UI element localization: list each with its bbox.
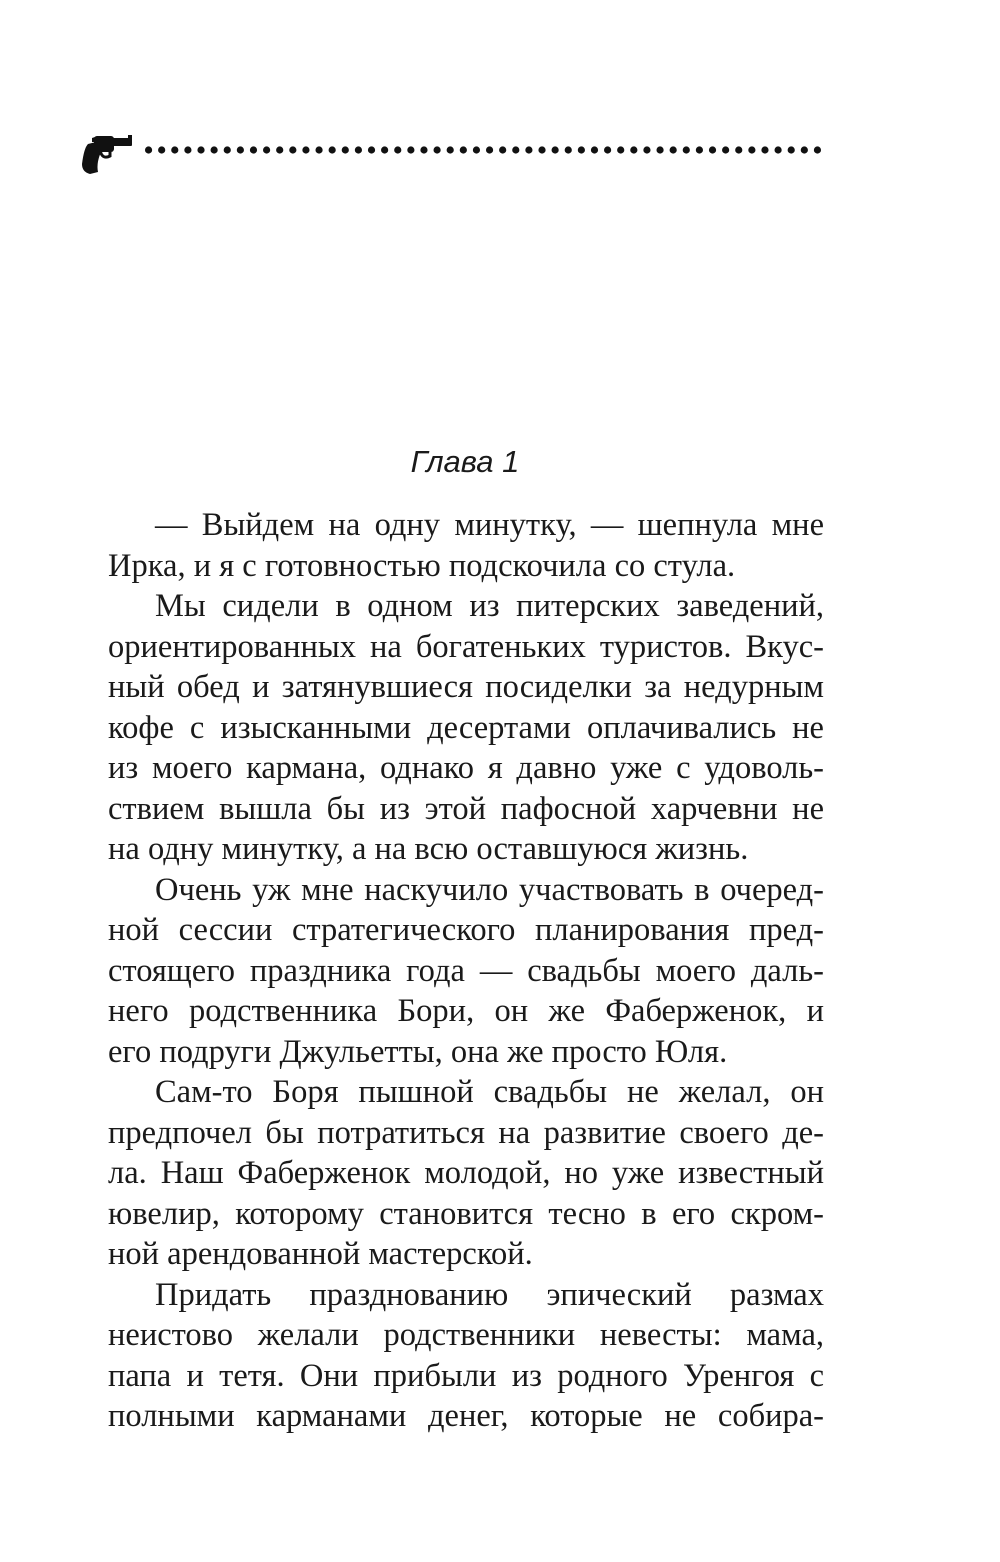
rule-dot	[538, 146, 545, 153]
text-line: него родственника Бори, он же Фаберженок, и	[108, 993, 824, 1029]
rule-dot	[788, 146, 795, 153]
text-line: Придать празднованию эпический размах	[155, 1276, 824, 1313]
text-line: полными карманами денег, которые не собира-	[108, 1398, 824, 1434]
rule-dot	[775, 146, 782, 153]
chapter-title: Глава 1	[410, 444, 520, 479]
text-line: ствием вышла бы из этой пафосной харчевни не	[108, 790, 824, 827]
text-line: предпочел бы потратиться на развитие своего де-	[108, 1114, 824, 1151]
revolver-icon	[78, 134, 136, 178]
rule-dot	[761, 146, 768, 153]
text-line: Ирка, и я с готовностью подскочила со стула.	[108, 547, 736, 584]
text-line: ла. Наш Фаберженок молодой, но уже известный	[108, 1155, 824, 1191]
text-line: папа и тетя. Они прибыли из родного Уренгоя с	[108, 1357, 824, 1394]
rule-dot	[656, 146, 663, 153]
text-line: ной арендованной мастерской.	[108, 1236, 533, 1272]
rule-dot	[447, 146, 454, 153]
rule-dot	[197, 146, 204, 153]
rule-dot	[578, 146, 585, 153]
rule-dot	[552, 146, 559, 153]
rule-dot	[211, 146, 218, 153]
rule-dot	[342, 146, 349, 153]
rule-dot	[696, 146, 703, 153]
rule-dot	[289, 146, 296, 153]
rule-dot	[315, 146, 322, 153]
rule-dot	[604, 146, 611, 153]
rule-dot	[670, 146, 677, 153]
rule-dot	[617, 146, 624, 153]
text-line: неистово желали родственники невесты: мама,	[108, 1317, 824, 1353]
paragraph	[108, 870, 824, 1073]
rule-dot	[276, 146, 283, 153]
paragraph	[108, 1072, 824, 1275]
text-line: из моего кармана, однако я давно уже с удоволь-	[108, 750, 824, 786]
paragraph	[108, 1275, 824, 1437]
rule-dot	[420, 146, 427, 153]
rule-dot	[643, 146, 650, 153]
rule-dot	[735, 146, 742, 153]
text-line: ной сессии стратегического планирования пред-	[108, 912, 824, 948]
rule-dot	[171, 146, 178, 153]
rule-dot	[250, 146, 257, 153]
text-line: его подруги Джульетты, она же просто Юля.	[108, 1033, 728, 1070]
rule-dot	[460, 146, 467, 153]
rule-dot	[748, 146, 755, 153]
text-line: кофе с изысканными десертами оплачивались не	[108, 709, 824, 746]
rule-dot	[407, 146, 414, 153]
chapter-body	[108, 505, 824, 1437]
rule-dot	[591, 146, 598, 153]
chapter-header-ornament	[78, 126, 830, 182]
rule-dot	[630, 146, 637, 153]
rule-dot	[722, 146, 729, 153]
rule-dot	[237, 146, 244, 153]
rule-dot	[355, 146, 362, 153]
text-line: Мы сидели в одном из питерских заведений,	[155, 588, 824, 624]
paragraph	[108, 586, 824, 870]
text-line: на одну минутку, а на всю оставшуюся жизнь.	[108, 831, 749, 867]
rule-dot	[263, 146, 270, 153]
rule-dot	[709, 146, 716, 153]
rule-dot	[486, 146, 493, 153]
rule-dot	[145, 146, 152, 153]
paragraph	[108, 505, 824, 586]
rule-dot	[525, 146, 532, 153]
rule-dot	[683, 146, 690, 153]
rule-dot	[814, 146, 821, 153]
rule-dot	[224, 146, 231, 153]
rule-dot	[434, 146, 441, 153]
text-line: Сам-то Боря пышной свадьбы не желал, он	[155, 1074, 824, 1110]
dotted-rule	[142, 145, 824, 155]
text-line: Очень уж мне наскучило участвовать в очеред-	[155, 871, 824, 908]
rule-dot	[512, 146, 519, 153]
rule-dot	[801, 146, 808, 153]
text-line: стоящего праздника года — свадьбы моего даль-	[108, 952, 824, 989]
rule-dot	[394, 146, 401, 153]
rule-dot	[565, 146, 572, 153]
rule-dot	[329, 146, 336, 153]
rule-dot	[184, 146, 191, 153]
rule-dot	[158, 146, 165, 153]
rule-dot	[368, 146, 375, 153]
rule-dot	[302, 146, 309, 153]
rule-dot	[473, 146, 480, 153]
rule-dot	[381, 146, 388, 153]
text-line: ориентированных на богатеньких туристов. Вкус-	[108, 628, 824, 665]
text-line: ювелир, которому становится тесно в его скром-	[108, 1195, 824, 1232]
text-line: ный обед и затянувшиеся посиделки за недурным	[108, 669, 824, 705]
text-line: — Выйдем на одну минутку, — шепнула мне	[155, 507, 824, 543]
rule-dot	[499, 146, 506, 153]
